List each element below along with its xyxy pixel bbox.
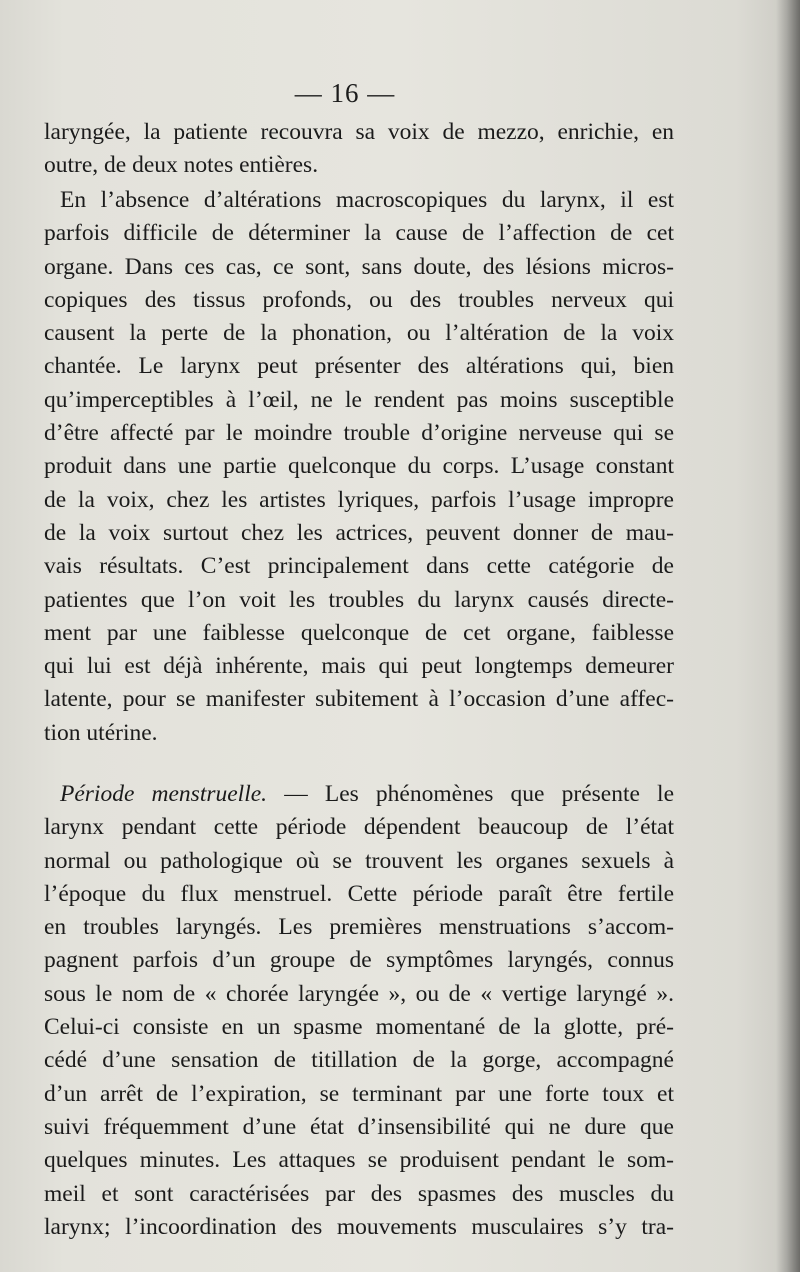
paragraph-larynx-alterations	[44, 184, 674, 750]
binding-edge-shadow	[776, 0, 800, 1272]
text-line: qui lui est déjà inhérente, mais qui peut longtemps demeurer	[44, 653, 674, 680]
text-line: outre, de deux notes entières.	[44, 152, 319, 179]
text-line: copiques des tissus profonds, ou des troubles nerveux qui	[44, 286, 674, 313]
text-line: quelques minutes. Les attaques se produisent pendant le som-	[44, 1147, 674, 1174]
text-line: d’être affecté par le moindre trouble d’origine nerveuse qui se	[44, 420, 674, 447]
text-line: Celui-ci consiste en un spasme momentané de la glotte, pré-	[44, 1014, 674, 1041]
text-line: tion utérine.	[44, 719, 158, 746]
text-line: patientes que l’on voit les troubles du larynx causés directe-	[44, 586, 674, 613]
text-line: cédé d’une sensation de titillation de la gorge, accompagné	[44, 1047, 674, 1074]
text-line: organe. Dans ces cas, ce sont, sans doute, des lésions micros-	[44, 253, 674, 280]
text-line: de la voix, chez les artistes lyriques, parfois l’usage impropre	[44, 486, 674, 513]
text-line: produit dans une partie quelconque du corps. L’usage constant	[44, 453, 674, 480]
text-line: l’époque du flux menstruel. Cette période paraît être fertile	[44, 880, 674, 907]
text-line: normal ou pathologique où se trouvent les organes sexuels à	[44, 847, 674, 874]
section-first-line-rest: — Les phénomènes que présente le	[267, 781, 675, 807]
text-line: meil et sont caractérisées par des spasmes des muscles du	[44, 1180, 674, 1207]
text-line: latente, pour se manifester subitement à l’occasion d’une affec-	[44, 686, 674, 713]
text-line: causent la perte de la phonation, ou l’altération de la voix	[44, 320, 674, 347]
text-line: vais résultats. C’est principalement dans cette catégorie de	[44, 553, 674, 580]
text-line: parfois difficile de déterminer la cause de l’affection de cet	[44, 220, 674, 247]
text-line: laryngée, la patiente recouvra sa voix de mezzo, enrichie, en	[44, 119, 674, 145]
section-periode-menstruelle	[44, 778, 674, 1244]
section-heading: Période menstruelle.	[60, 781, 268, 807]
page-number: — 16 —	[294, 78, 396, 108]
text-line: pagnent parfois d’un groupe de symptômes laryngés, connus	[44, 947, 674, 974]
text-line: larynx; l’incoordination des mouvements musculaires s’y tra-	[44, 1213, 674, 1240]
text-line: suivi fréquemment d’une état d’insensibilité qui ne dure que	[44, 1113, 674, 1140]
section-first-line	[44, 778, 674, 811]
paragraph-continuation	[44, 116, 674, 183]
text-line: ment par une faiblesse quelconque de cet organe, faiblesse	[44, 619, 674, 646]
text-line: chantée. Le larynx peut présenter des altérations qui, bien	[44, 353, 674, 380]
text-line: d’un arrêt de l’expiration, se terminant par une forte toux et	[44, 1080, 674, 1107]
text-line: larynx pendant cette période dépendent beaucoup de l’état	[44, 814, 674, 841]
text-line: sous le nom de « chorée laryngée », ou de « vertige laryngé ».	[44, 980, 674, 1007]
text-line: de la voix surtout chez les actrices, peuvent donner de mau-	[44, 519, 674, 546]
text-line: qu’imperceptibles à l’œil, ne le rendent pas moins susceptible	[44, 386, 674, 413]
text-line: En l’absence d’altérations macroscopiques du larynx, il est	[60, 187, 674, 213]
text-line: en troubles laryngés. Les premières menstruations s’accom-	[44, 914, 674, 941]
